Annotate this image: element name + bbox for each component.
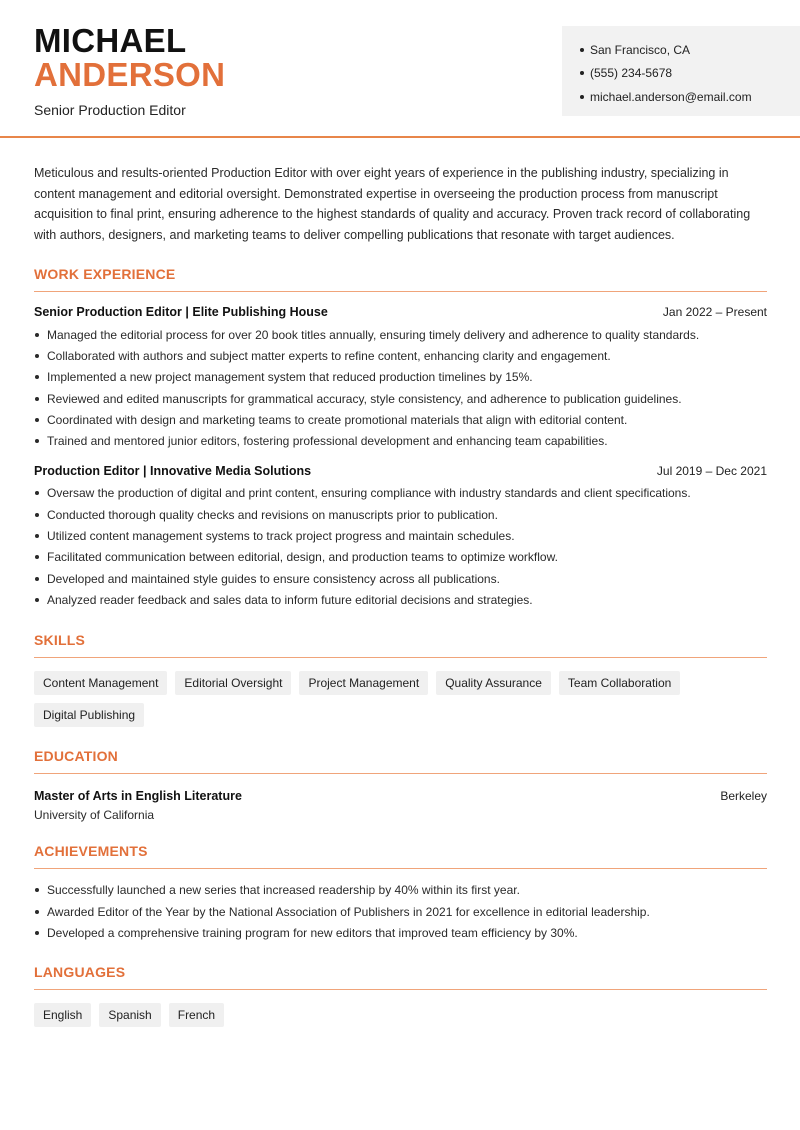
list-item-text: Conducted thorough quality checks and revisions on manuscripts prior to publication. xyxy=(47,507,498,522)
bullet-icon xyxy=(580,71,584,75)
list-item-text: Trained and mentored junior editors, fostering professional development and enhancing team capabilities. xyxy=(47,434,608,449)
list-item-text: Managed the editorial process for over 20 book titles annually, ensuring timely delivery and adherence to quality standards. xyxy=(47,327,700,342)
bullet-icon xyxy=(35,555,39,559)
job-title: Senior Production Editor | Elite Publishing House xyxy=(34,305,328,319)
skills-section xyxy=(34,632,767,727)
skill-chip: Digital Publishing xyxy=(34,703,144,727)
job-bullets xyxy=(34,324,767,452)
list-item-text: Oversaw the production of digital and print content, ensuring compliance with industry standards and client specifications. xyxy=(47,486,691,501)
list-item-text: Analyzed reader feedback and sales data to inform future editorial decisions and strategies. xyxy=(47,592,533,607)
resume-body xyxy=(34,138,767,1027)
language-chip: English xyxy=(34,1003,91,1027)
list-item xyxy=(34,589,767,610)
contact-email-text[interactable]: michael.anderson@email.com xyxy=(590,89,752,104)
contact-phone xyxy=(580,62,800,86)
list-item xyxy=(34,901,767,922)
list-item xyxy=(34,324,767,345)
skill-chip: Content Management xyxy=(34,671,167,695)
languages-section xyxy=(34,964,767,1027)
language-chip: Spanish xyxy=(99,1003,160,1027)
list-item-text: Coordinated with design and marketing teams to create promotional materials that align with editorial content. xyxy=(47,412,628,427)
list-item-text: Successfully launched a new series that increased readership by 40% within its first year. xyxy=(47,883,520,898)
bullet-icon xyxy=(35,418,39,422)
bullet-icon xyxy=(35,888,39,892)
contact-phone-text: (555) 234-5678 xyxy=(590,66,673,81)
last-name: ANDERSON xyxy=(34,56,226,93)
bullet-icon xyxy=(35,534,39,538)
list-item-text: Reviewed and edited manuscripts for grammatical accuracy, style consistency, and adherence to publication guidelines. xyxy=(47,391,682,406)
list-item-text: Collaborated with authors and subject matter experts to refine content, enhancing clarity and engagement. xyxy=(47,348,611,363)
languages-chips xyxy=(34,1003,767,1027)
list-item xyxy=(34,367,767,388)
job-dates: Jul 2019 – Dec 2021 xyxy=(656,463,767,478)
skill-chip: Editorial Oversight xyxy=(175,671,291,695)
job-dates: Jan 2022 – Present xyxy=(662,305,767,319)
education-location: Berkeley xyxy=(720,788,767,803)
bullet-icon xyxy=(35,397,39,401)
list-item-text: Facilitated communication between editorial, design, and production teams to optimize workflow. xyxy=(47,550,558,565)
section-title: SKILLS xyxy=(34,632,767,658)
list-item xyxy=(34,504,767,525)
name-block xyxy=(34,24,225,118)
bullet-icon xyxy=(35,491,39,495)
skill-chip: Team Collaboration xyxy=(559,671,680,695)
section-title: EDUCATION xyxy=(34,748,767,774)
headline-title: Senior Production Editor xyxy=(34,102,186,118)
section-title: WORK EXPERIENCE xyxy=(34,266,767,292)
bullet-icon xyxy=(35,375,39,379)
bullet-icon xyxy=(35,354,39,358)
contact-location-text: San Francisco, CA xyxy=(590,42,691,57)
list-item xyxy=(34,525,767,546)
contact-box xyxy=(562,26,800,116)
job-title: Production Editor | Innovative Media Solutions xyxy=(34,463,312,478)
list-item xyxy=(34,922,767,943)
bullet-icon xyxy=(580,48,584,52)
job-entry xyxy=(34,305,767,452)
work-experience-section xyxy=(34,266,767,611)
bullet-icon xyxy=(35,577,39,581)
contact-email[interactable] xyxy=(580,85,800,109)
job-entry xyxy=(34,464,767,611)
bullet-icon xyxy=(35,333,39,337)
section-title: LANGUAGES xyxy=(34,964,767,990)
bullet-icon xyxy=(580,95,584,99)
list-item-text: Implemented a new project management system that reduced production timelines by 15%. xyxy=(47,370,533,385)
list-item xyxy=(34,568,767,589)
list-item-text: Utilized content management systems to track project progress and maintain schedules. xyxy=(47,529,515,544)
list-item xyxy=(34,483,767,504)
bullet-icon xyxy=(35,439,39,443)
bullet-icon xyxy=(35,513,39,517)
job-bullets xyxy=(34,483,767,611)
list-item xyxy=(34,409,767,430)
contact-location xyxy=(580,38,800,62)
job-header xyxy=(34,464,767,478)
education-header xyxy=(34,789,767,803)
skills-chips xyxy=(34,671,767,727)
section-title: ACHIEVEMENTS xyxy=(34,843,767,869)
bullet-icon xyxy=(35,910,39,914)
achievements-list xyxy=(34,880,767,944)
list-item xyxy=(34,388,767,409)
skill-chip: Project Management xyxy=(299,671,428,695)
list-item xyxy=(34,880,767,901)
list-item-text: Developed and maintained style guides to ensure consistency across all publications. xyxy=(47,571,500,586)
resume-header xyxy=(0,0,800,138)
bullet-icon xyxy=(35,931,39,935)
bullet-icon xyxy=(35,598,39,602)
list-item xyxy=(34,430,767,451)
list-item xyxy=(34,547,767,568)
job-header xyxy=(34,305,767,319)
language-chip: French xyxy=(169,1003,224,1027)
achievements-section xyxy=(34,843,767,944)
skill-chip: Quality Assurance xyxy=(436,671,551,695)
list-item-text: Awarded Editor of the Year by the National Association of Publishers in 2021 for excellence in editorial leadership. xyxy=(47,904,650,919)
first-name: MICHAEL xyxy=(34,22,187,59)
education-degree: Master of Arts in English Literature xyxy=(34,788,242,803)
list-item-text: Developed a comprehensive training program for new editors that improved team efficiency by 30%. xyxy=(47,925,578,940)
list-item xyxy=(34,345,767,366)
education-school: University of California xyxy=(34,807,155,822)
education-section xyxy=(34,748,767,822)
summary: Meticulous and results-oriented Production Editor with over eight years of experience in the publishing industry, specializing in content management and editorial oversight. Demonstrated expertise in overseeing the production process from manuscript acquisition to final print, ensuring adherence to the highest standards of quality and accuracy. Proven track record of collaborating with authors, designers, and marketing teams to deliver compelling publications that resonate with target audiences. xyxy=(34,166,751,242)
